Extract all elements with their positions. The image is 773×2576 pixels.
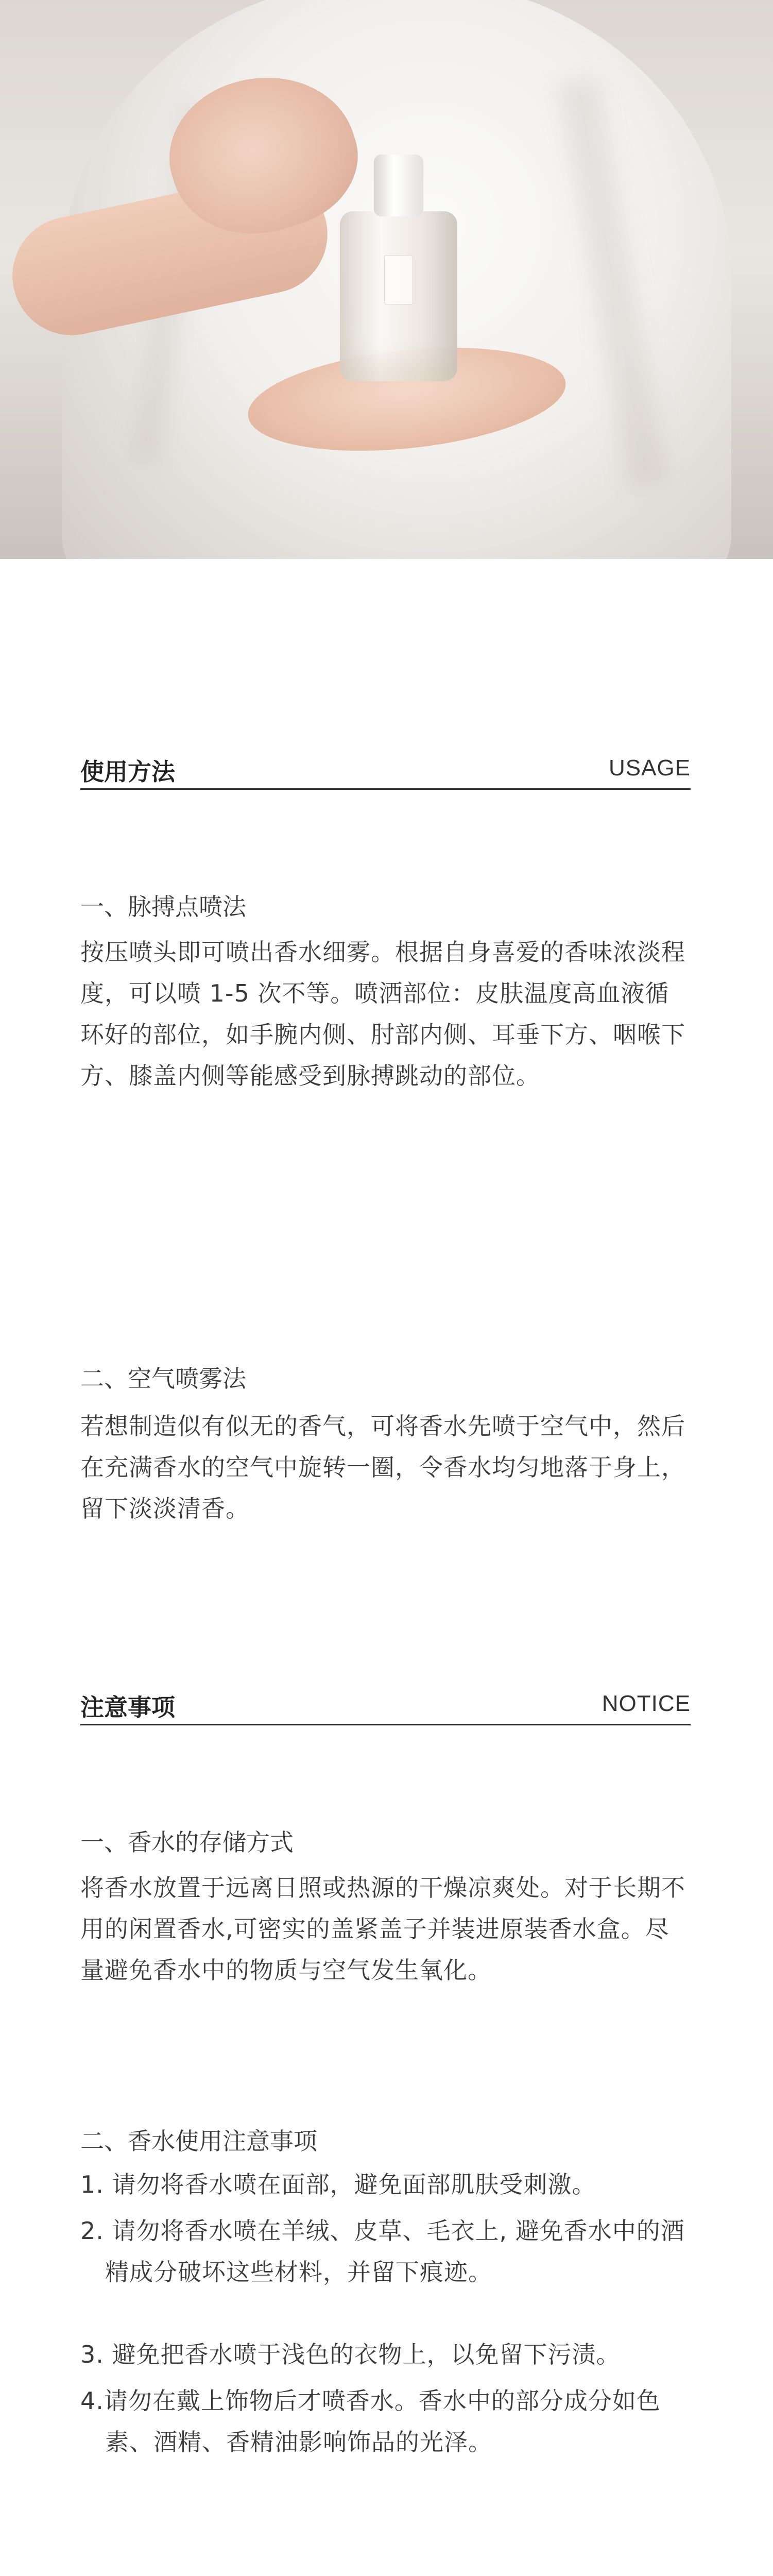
- usage-section-header: [80, 753, 691, 789]
- usage-method1-text: 按压喷头即可喷出香水细雾。根据自身喜爱的香味浓淡程度，可以喷 1-5 次不等。喷洒部位：皮肤温度高血液循环好的部位，如手腕内侧、肘部内侧、耳垂下方、咽喉下方、膝盖内侧等能感受到脉搏跳动的部位。: [80, 938, 685, 1090]
- notice-use-title: 二、香水使用注意事项: [80, 2127, 317, 2155]
- notice-item: 4.请勿在戴上饰物后才喷香水。香水中的部分成分如色素、酒精、香精油影响饰品的光泽。: [80, 2387, 661, 2456]
- header-divider: [80, 788, 691, 790]
- notice-item: 1. 请勿将香水喷在面部，避免面部肌肤受刺激。: [80, 2171, 596, 2198]
- usage-title-en: USAGE: [608, 755, 691, 781]
- notice-title-en: NOTICE: [602, 1691, 691, 1716]
- usage-method2-title: 二、空气喷雾法: [80, 1365, 246, 1393]
- hero-product-photo: [0, 0, 773, 559]
- usage-title-cn: 使用方法: [80, 758, 175, 786]
- notice-item: 2. 请勿将香水喷在羊绒、皮草、毛衣上, 避免香水中的酒精成分破坏这些材料，并留下痕迹。: [80, 2217, 685, 2286]
- usage-method2-text: 若想制造似有似无的香气，可将香水先喷于空气中，然后在充满香水的空气中旋转一圈，令香水均匀地落于身上，留下淡淡清香。: [80, 1412, 685, 1522]
- perfume-bottle-cap: [374, 155, 423, 216]
- notice-storage-title: 一、香水的存储方式: [80, 1828, 294, 1856]
- bottle-label: [384, 255, 413, 304]
- notice-storage-text: 将香水放置于远离日照或热源的干燥凉爽处。对于长期不用的闲置香水,可密实的盖紧盖子并装进原装香水盒。尽量避免香水中的物质与空气发生氧化。: [80, 1874, 685, 1984]
- usage-method1-title: 一、脉搏点喷法: [80, 893, 246, 921]
- notice-title-cn: 注意事项: [80, 1693, 175, 1721]
- header-divider: [80, 1724, 691, 1725]
- notice-section-header: [80, 1689, 691, 1725]
- notice-item: 3. 避免把香水喷于浅色的衣物上，以免留下污渍。: [80, 2341, 621, 2368]
